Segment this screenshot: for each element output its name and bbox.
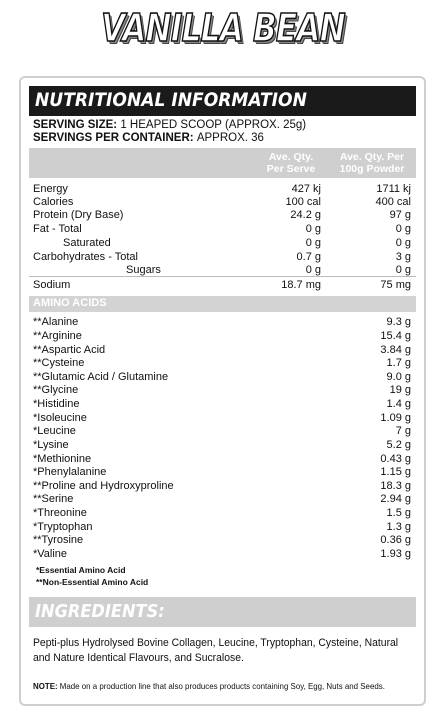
nutrition-row [33,195,416,209]
amino-row [33,492,416,506]
amino-label: *Isoleucine [33,412,87,424]
amino-value: 9.0 g [386,371,411,383]
nutrition-row [33,263,416,277]
amino-label: **Tyrosine [33,534,84,546]
row-per-100g: 97 g [389,209,411,221]
nutrition-row [33,278,416,292]
amino-label: **Glutamic Acid / Glutamine [33,371,169,383]
amino-value: 1.3 g [386,521,411,533]
row-label: Energy [33,183,68,195]
servings-label: SERVINGS PER CONTAINER: [33,132,194,144]
row-per-serve: 100 cal [285,196,321,208]
amino-label: *Tryptophan [33,521,93,533]
nutrition-heading: NUTRITIONAL INFORMATION [35,89,307,111]
divider [29,276,416,277]
row-label: Calories [33,196,74,208]
amino-row [33,411,416,425]
nutrition-row [33,236,416,250]
amino-value: 1.09 g [380,412,411,424]
amino-row [33,397,416,411]
product-title: VANILLA BEAN [101,6,345,50]
nutrition-row [33,208,416,222]
nutrition-row [33,182,416,196]
amino-label: *Methionine [33,453,92,465]
amino-row [33,438,416,452]
row-per-100g: 75 mg [380,279,411,291]
amino-row [33,424,416,438]
serving-size [33,119,306,131]
amino-acids-heading: AMINO ACIDS [33,297,107,309]
allergen-note [33,681,385,691]
amino-row [33,520,416,534]
ingredients-line-1: Pepti-plus Hydrolysed Bovine Collagen, Leucine, Tryptophan, Cysteine, Natural [33,637,399,649]
amino-value: 7 g [395,425,411,437]
ingredients-text [33,636,399,666]
amino-row [33,315,416,329]
amino-acids-heading-bar [29,296,416,312]
serving-size-label: SERVING SIZE: [33,119,118,131]
row-label: Sugars [126,264,161,276]
amino-label: *Leucine [33,425,76,437]
amino-value: 2.94 g [380,493,411,505]
amino-row [33,547,416,561]
amino-label: **Glycine [33,384,79,396]
amino-label: **Proline and Hydroxyproline [33,480,174,492]
amino-row [33,465,416,479]
amino-label: *Lysine [33,439,69,451]
row-per-100g: 400 cal [375,196,411,208]
row-per-serve: 0 g [305,223,321,235]
nutrition-row [33,222,416,236]
row-label: Carbohydrates - Total [33,251,138,263]
row-per-serve: 18.7 mg [281,279,321,291]
amino-label: **Serine [33,493,74,505]
row-per-100g: 1711 kj [376,183,411,195]
servings-per-container [33,132,264,144]
row-per-serve: 0 g [305,237,321,249]
row-per-serve: 0 g [305,264,321,276]
amino-row [33,356,416,370]
servings-value: APPROX. 36 [196,132,264,144]
amino-row [33,370,416,384]
per-serve-header-line1: Ave. Qty. [268,151,314,163]
note-label: NOTE: [33,681,58,691]
row-per-serve: 24.2 g [290,209,321,221]
amino-row [33,383,416,397]
amino-value: 1.5 g [386,507,411,519]
row-per-serve: 427 kj [291,183,321,195]
row-per-100g: 3 g [395,251,411,263]
row-label: Saturated [63,237,111,249]
amino-label: *Histidine [33,398,80,410]
nutrition-row [33,250,416,264]
amino-label: **Cysteine [33,357,85,369]
nutrition-heading-bar [29,86,416,116]
amino-value: 18.3 g [380,480,411,492]
row-label: Fat - Total [33,223,82,235]
ingredients-line-2: and Nature Identical Flavours, and Sucralose. [33,652,244,664]
amino-label: *Phenylalanine [33,466,107,478]
serving-size-value: 1 HEAPED SCOOP (APPROX. 25g) [120,119,307,131]
footnote-essential: *Essential Amino Acid [36,565,126,575]
amino-row [33,343,416,357]
nutrition-column-header [29,148,416,178]
amino-value: 1.4 g [386,398,411,410]
amino-row [33,479,416,493]
row-label: Protein (Dry Base) [33,209,124,221]
amino-value: 5.2 g [386,439,411,451]
amino-row [33,506,416,520]
amino-label: **Alanine [33,316,79,328]
amino-value: 1.7 g [386,357,411,369]
amino-value: 0.36 g [380,534,411,546]
amino-label: *Threonine [33,507,87,519]
per-100g-header-line1: Ave. Qty. Per [339,151,405,163]
amino-row [33,329,416,343]
row-per-100g: 0 g [395,264,411,276]
note-text: Made on a production line that also produces products containing Soy, Egg, Nuts and Seeds. [59,681,385,691]
amino-value: 1.93 g [380,548,411,560]
row-per-100g: 0 g [395,223,411,235]
ingredients-heading-bar [29,597,416,627]
amino-value: 0.43 g [380,453,411,465]
amino-label: *Valine [33,548,68,560]
per-100g-header-line2: 100g Powder [339,163,405,175]
amino-label: **Aspartic Acid [33,344,106,356]
per-serve-header [255,151,327,175]
amino-value: 15.4 g [380,330,411,342]
footnote-non-essential: **Non-Essential Amino Acid [36,577,149,587]
amino-row [33,533,416,547]
amino-value: 1.15 g [380,466,411,478]
per-100g-header [331,151,413,175]
amino-value: 3.84 g [380,344,411,356]
amino-label: **Arginine [33,330,82,342]
amino-row [33,452,416,466]
row-label: Sodium [33,279,71,291]
per-serve-header-line2: Per Serve [266,163,316,175]
amino-value: 9.3 g [386,316,411,328]
row-per-100g: 0 g [395,237,411,249]
ingredients-heading: INGREDIENTS: [35,601,165,622]
row-per-serve: 0.7 g [296,251,321,263]
amino-value: 19 g [389,384,411,396]
